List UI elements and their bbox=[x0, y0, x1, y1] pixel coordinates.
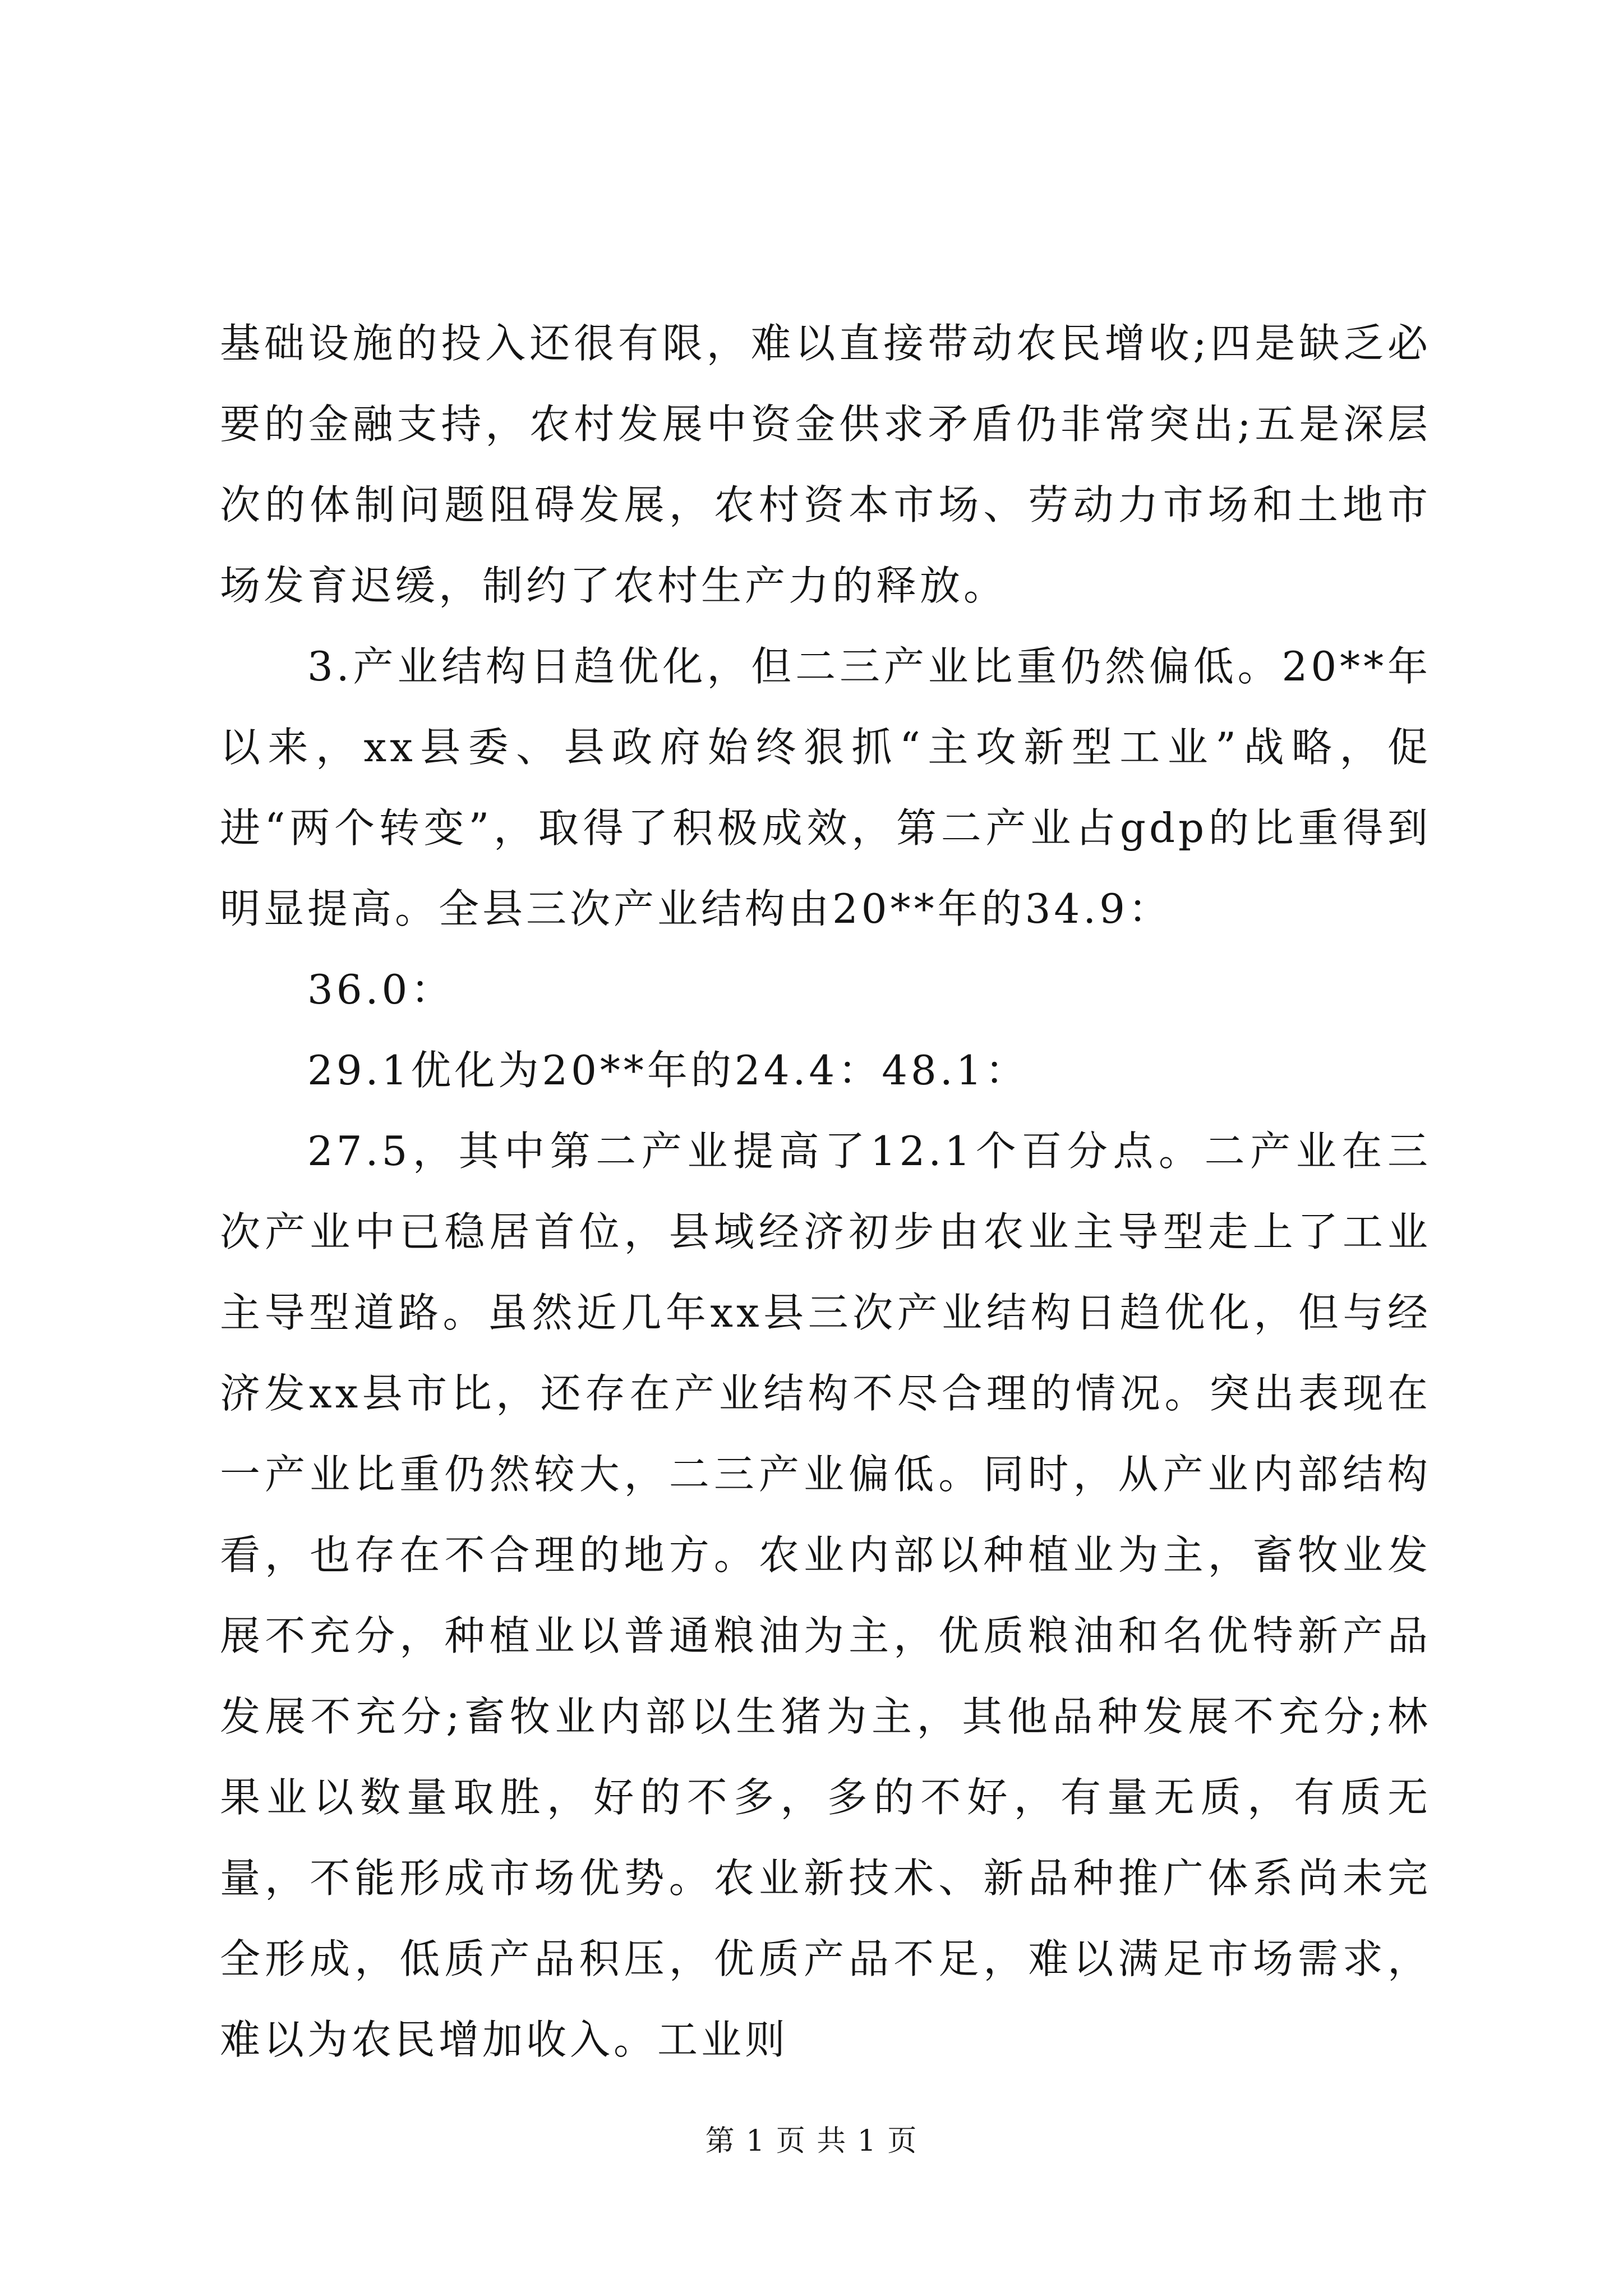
document-body bbox=[220, 303, 1431, 2080]
paragraph-ratio-fragment-2: 29.1优化为20**年的24.4：48.1： bbox=[307, 1047, 1029, 1094]
page-footer: 第 1 页 共 1 页 bbox=[705, 2124, 918, 2158]
paragraph-secondary-industry: 27.5，其中第二产业提高了12.1个百分点。二产业在三次产业中已稳居首位，县域经济初步由农业主导型走上了工业主导型道路。虽然近几年xx县三次产业结构日趋优化，但与经济发xx县市比，还存在产业结构不尽合理的情况。突出表现在一产业比重仍然较大，二三产业偏低。同时，从产业内部结构看，也存在不合理的地方。农业内部以种植业为主，畜牧业发展不充分，种植业以普通粮油为主，优质粮油和名优特新产品发展不充分;畜牧业内部以生猪为主，其他品种发展不充分;林果业以数量取胜，好的不多，多的不好，有量无质，有质无量，不能形成市场优势。农业新技术、新品种推广体系尚未完全形成，低质产品积压，优质产品不足，难以满足市场需求，难以为农民增加收入。工业则 bbox=[220, 1128, 1431, 2063]
paragraph-ratio-fragment-1: 36.0： bbox=[307, 966, 455, 1013]
paragraph-infrastructure: 基础设施的投入还很有限，难以直接带动农民增收;四是缺乏必要的金融支持，农村发展中资金供求矛盾仍非常突出;五是深层次的体制问题阻碍发展，农村资本市场、劳动力市场和土地市场发育迟缓，制约了农村生产力的释放。 bbox=[220, 320, 1431, 609]
paragraph-industrial-structure: 3.产业结构日趋优化，但二三产业比重仍然偏低。20**年以来，xx县委、县政府始终狠抓“主攻新型工业”战略，促进“两个转变”，取得了积极成效，第二产业占gdp的比重得到明显提高。全县三次产业结构由20**年的34.9： bbox=[220, 643, 1431, 932]
